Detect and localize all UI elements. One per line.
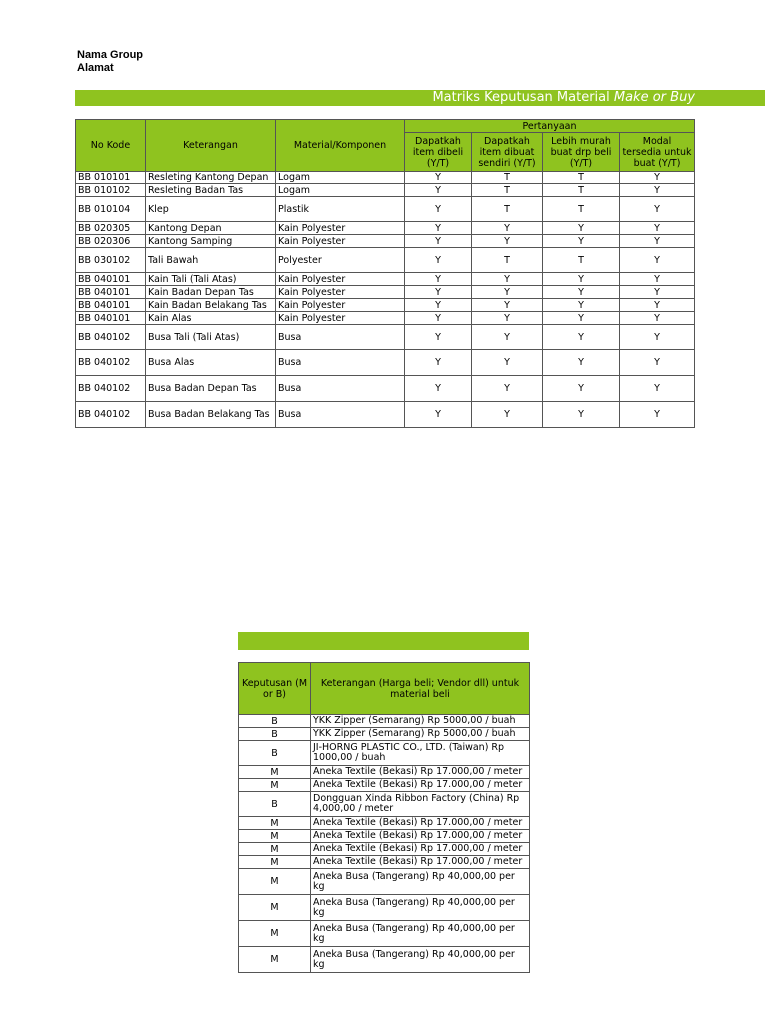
- table-row: [76, 299, 695, 312]
- cell-q4: Y: [620, 312, 695, 325]
- cell-no-kode: BB 020306: [76, 235, 146, 248]
- cell-q1: Y: [405, 273, 472, 286]
- cell-q2: Y: [472, 312, 543, 325]
- cell-q1: Y: [405, 402, 472, 428]
- cell-no-kode: BB 020305: [76, 222, 146, 235]
- table-row: [239, 741, 530, 766]
- cell-keterangan-beli: Dongguan Xinda Ribbon Factory (China) Rp 4,000,00 / meter: [311, 792, 530, 817]
- cell-material: Busa: [276, 376, 405, 402]
- cell-no-kode: BB 040101: [76, 286, 146, 299]
- col-q4: Modal tersedia untuk buat (Y/T): [620, 133, 695, 172]
- cell-keterangan: Kain Badan Depan Tas: [146, 286, 276, 299]
- cell-keputusan: B: [239, 715, 311, 728]
- table-row: [239, 817, 530, 830]
- cell-q4: Y: [620, 222, 695, 235]
- cell-keputusan: M: [239, 817, 311, 830]
- cell-q3: Y: [543, 402, 620, 428]
- cell-q3: Y: [543, 325, 620, 350]
- cell-q1: Y: [405, 235, 472, 248]
- cell-q4: Y: [620, 235, 695, 248]
- cell-keterangan-beli: Aneka Textile (Bekasi) Rp 17.000,00 / meter: [311, 843, 530, 856]
- cell-no-kode: BB 040101: [76, 312, 146, 325]
- cell-no-kode: BB 040101: [76, 299, 146, 312]
- cell-keterangan: Kain Alas: [146, 312, 276, 325]
- cell-q3: Y: [543, 273, 620, 286]
- table-row: [239, 869, 530, 895]
- cell-q3: T: [543, 172, 620, 184]
- cell-no-kode: BB 010104: [76, 197, 146, 222]
- table-row: [76, 376, 695, 402]
- cell-material: Logam: [276, 184, 405, 197]
- cell-q3: Y: [543, 350, 620, 376]
- cell-keterangan-beli: Aneka Textile (Bekasi) Rp 17.000,00 / meter: [311, 766, 530, 779]
- cell-q1: Y: [405, 248, 472, 273]
- cell-q3: Y: [543, 286, 620, 299]
- cell-q2: Y: [472, 273, 543, 286]
- cell-keputusan: M: [239, 921, 311, 947]
- cell-keterangan-beli: Aneka Textile (Bekasi) Rp 17.000,00 / meter: [311, 817, 530, 830]
- matrix-title-prefix: Matriks Keputusan Material: [432, 90, 614, 105]
- table-row: [239, 715, 530, 728]
- cell-keterangan: Kain Badan Belakang Tas: [146, 299, 276, 312]
- cell-q1: Y: [405, 172, 472, 184]
- cell-keputusan: M: [239, 856, 311, 869]
- col-q3: Lebih murah buat drp beli (Y/T): [543, 133, 620, 172]
- address-label: Alamat: [77, 62, 114, 74]
- cell-keputusan: B: [239, 728, 311, 741]
- table-row: [76, 273, 695, 286]
- table-row: [76, 172, 695, 184]
- cell-q2: T: [472, 248, 543, 273]
- table-row: [76, 350, 695, 376]
- cell-q3: T: [543, 248, 620, 273]
- cell-q2: Y: [472, 222, 543, 235]
- col-pertanyaan: Pertanyaan: [405, 120, 695, 133]
- cell-no-kode: BB 010102: [76, 184, 146, 197]
- cell-q3: Y: [543, 312, 620, 325]
- decision-matrix-table: [75, 119, 695, 428]
- table-row: [76, 325, 695, 350]
- table-row: [239, 921, 530, 947]
- cell-q2: T: [472, 184, 543, 197]
- cell-material: Busa: [276, 325, 405, 350]
- cell-keputusan: M: [239, 869, 311, 895]
- cell-q2: Y: [472, 376, 543, 402]
- cell-keterangan: Kantong Depan: [146, 222, 276, 235]
- cell-keterangan-beli: Aneka Textile (Bekasi) Rp 17.000,00 / meter: [311, 856, 530, 869]
- table-row: [239, 792, 530, 817]
- cell-q4: Y: [620, 172, 695, 184]
- table-row: [76, 402, 695, 428]
- cell-keterangan: Tali Bawah: [146, 248, 276, 273]
- cell-keterangan: Busa Badan Depan Tas: [146, 376, 276, 402]
- cell-q4: Y: [620, 350, 695, 376]
- cell-q4: Y: [620, 286, 695, 299]
- cell-no-kode: BB 030102: [76, 248, 146, 273]
- cell-q1: Y: [405, 222, 472, 235]
- cell-q1: Y: [405, 286, 472, 299]
- table-row: [239, 843, 530, 856]
- table-row: [239, 779, 530, 792]
- cell-keterangan: Busa Tali (Tali Atas): [146, 325, 276, 350]
- cell-keterangan-beli: Aneka Textile (Bekasi) Rp 17.000,00 / meter: [311, 779, 530, 792]
- cell-q2: Y: [472, 325, 543, 350]
- cell-q4: Y: [620, 184, 695, 197]
- cell-keterangan: Resleting Kantong Depan: [146, 172, 276, 184]
- cell-keputusan: M: [239, 830, 311, 843]
- cell-keterangan-beli: Aneka Textile (Bekasi) Rp 17.000,00 / meter: [311, 830, 530, 843]
- table-row: [76, 312, 695, 325]
- cell-material: Kain Polyester: [276, 286, 405, 299]
- cell-keterangan: Resleting Badan Tas: [146, 184, 276, 197]
- cell-keputusan: M: [239, 895, 311, 921]
- cell-q3: Y: [543, 235, 620, 248]
- cell-material: Polyester: [276, 248, 405, 273]
- cell-q4: Y: [620, 273, 695, 286]
- col-no-kode: No Kode: [76, 120, 146, 172]
- cell-q1: Y: [405, 350, 472, 376]
- cell-q4: Y: [620, 299, 695, 312]
- cell-q1: Y: [405, 184, 472, 197]
- cell-keputusan: M: [239, 843, 311, 856]
- col-q2: Dapatkah item dibuat sendiri (Y/T): [472, 133, 543, 172]
- cell-no-kode: BB 040102: [76, 402, 146, 428]
- col-keterangan-beli: Keterangan (Harga beli; Vendor dll) untuk material beli: [311, 663, 530, 715]
- cell-no-kode: BB 040102: [76, 325, 146, 350]
- cell-q4: Y: [620, 248, 695, 273]
- cell-q3: Y: [543, 299, 620, 312]
- table-row: [239, 728, 530, 741]
- cell-keterangan: Kain Tali (Tali Atas): [146, 273, 276, 286]
- col-keputusan: Keputusan (M or B): [239, 663, 311, 715]
- cell-q2: T: [472, 172, 543, 184]
- cell-q2: Y: [472, 235, 543, 248]
- cell-q1: Y: [405, 197, 472, 222]
- col-keterangan: Keterangan: [146, 120, 276, 172]
- cell-keterangan-beli: YKK Zipper (Semarang) Rp 5000,00 / buah: [311, 715, 530, 728]
- cell-material: Plastik: [276, 197, 405, 222]
- cell-keterangan: Busa Badan Belakang Tas: [146, 402, 276, 428]
- cell-material: Logam: [276, 172, 405, 184]
- table-row: [76, 235, 695, 248]
- cell-q1: Y: [405, 299, 472, 312]
- cell-keputusan: B: [239, 792, 311, 817]
- cell-q1: Y: [405, 325, 472, 350]
- matrix-title-italic: Make or Buy: [613, 90, 695, 105]
- cell-no-kode: BB 010101: [76, 172, 146, 184]
- cell-keputusan: M: [239, 766, 311, 779]
- cell-keterangan: Kantong Samping: [146, 235, 276, 248]
- cell-keterangan-beli: JI-HORNG PLASTIC CO., LTD. (Taiwan) Rp 1000,00 / buah: [311, 741, 530, 766]
- cell-q3: Y: [543, 376, 620, 402]
- cell-material: Kain Polyester: [276, 299, 405, 312]
- table-row: [76, 197, 695, 222]
- table-row: [76, 222, 695, 235]
- table-row: [76, 286, 695, 299]
- cell-keterangan-beli: Aneka Busa (Tangerang) Rp 40,000,00 per kg: [311, 921, 530, 947]
- col-material: Material/Komponen: [276, 120, 405, 172]
- cell-q2: T: [472, 197, 543, 222]
- group-name-label: Nama Group: [77, 49, 144, 61]
- table-row: [239, 766, 530, 779]
- table-row: [239, 856, 530, 869]
- cell-no-kode: BB 040102: [76, 350, 146, 376]
- decision-banner: [238, 632, 529, 650]
- table-row: [239, 830, 530, 843]
- cell-material: Busa: [276, 402, 405, 428]
- cell-material: Kain Polyester: [276, 312, 405, 325]
- cell-q2: Y: [472, 299, 543, 312]
- cell-keterangan-beli: Aneka Busa (Tangerang) Rp 40,000,00 per kg: [311, 869, 530, 895]
- cell-keputusan: B: [239, 741, 311, 766]
- cell-keputusan: M: [239, 779, 311, 792]
- decision-table: [238, 662, 530, 973]
- cell-keterangan: Klep: [146, 197, 276, 222]
- cell-q2: Y: [472, 350, 543, 376]
- cell-no-kode: BB 040101: [76, 273, 146, 286]
- cell-material: Kain Polyester: [276, 235, 405, 248]
- cell-keterangan-beli: Aneka Busa (Tangerang) Rp 40,000,00 per kg: [311, 947, 530, 973]
- cell-q3: Y: [543, 222, 620, 235]
- table-row: [76, 248, 695, 273]
- cell-keterangan-beli: Aneka Busa (Tangerang) Rp 40,000,00 per kg: [311, 895, 530, 921]
- cell-q1: Y: [405, 312, 472, 325]
- cell-material: Kain Polyester: [276, 222, 405, 235]
- cell-q2: Y: [472, 286, 543, 299]
- table-row: [239, 895, 530, 921]
- cell-q2: Y: [472, 402, 543, 428]
- cell-material: Busa: [276, 350, 405, 376]
- table-row: [239, 947, 530, 973]
- matrix-title: [75, 90, 765, 106]
- cell-q4: Y: [620, 402, 695, 428]
- cell-q3: T: [543, 197, 620, 222]
- cell-q4: Y: [620, 325, 695, 350]
- table-row: [76, 184, 695, 197]
- cell-keputusan: M: [239, 947, 311, 973]
- cell-q1: Y: [405, 376, 472, 402]
- cell-q4: Y: [620, 376, 695, 402]
- cell-keterangan-beli: YKK Zipper (Semarang) Rp 5000,00 / buah: [311, 728, 530, 741]
- cell-no-kode: BB 040102: [76, 376, 146, 402]
- cell-q4: Y: [620, 197, 695, 222]
- cell-material: Kain Polyester: [276, 273, 405, 286]
- cell-q3: T: [543, 184, 620, 197]
- col-q1: Dapatkah item dibeli (Y/T): [405, 133, 472, 172]
- cell-keterangan: Busa Alas: [146, 350, 276, 376]
